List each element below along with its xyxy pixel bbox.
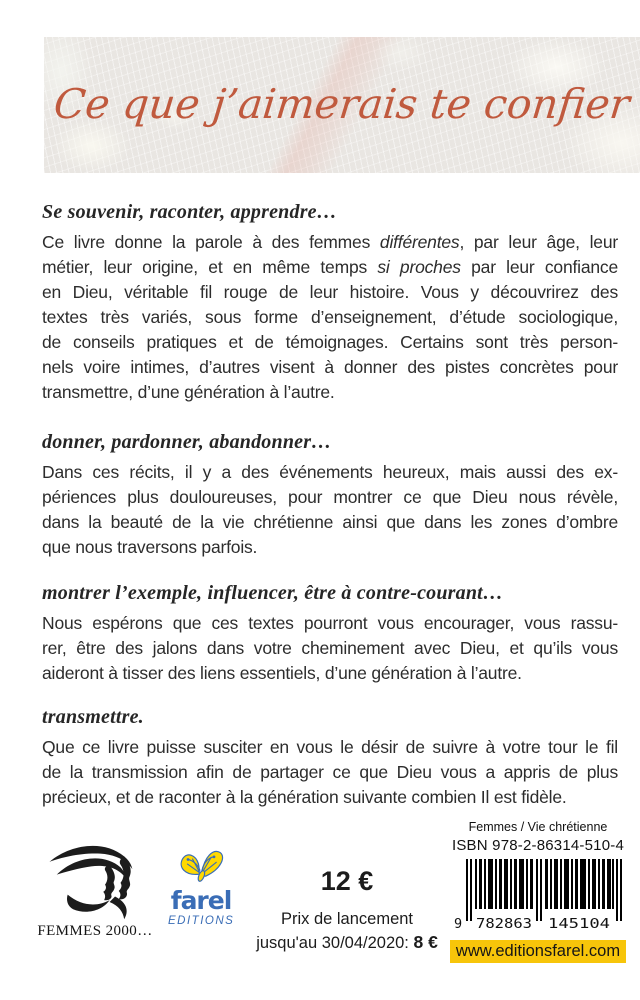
farel-editions-label: EDITIONS bbox=[168, 915, 235, 927]
femmes2000-logo bbox=[36, 840, 154, 940]
category-label: Femmes / Vie chrétienne bbox=[468, 820, 608, 834]
text-line: précieux, et de raconter à la génération suivante combien Il est fidèle. bbox=[42, 787, 567, 807]
farel-editions-logo bbox=[168, 846, 234, 927]
promo-deadline: jusqu'au 30/04/2020: 8 € bbox=[256, 932, 438, 952]
section-body bbox=[42, 611, 618, 686]
text-line: nels voire intimes, d’autres visent à donner des pistes concrètes pour bbox=[42, 357, 618, 377]
text-line: Ce livre donne la parole à des femmes différentes, par leur âge, leur bbox=[42, 232, 618, 252]
section-heading: Se souvenir, raconter, apprendre… bbox=[42, 201, 337, 223]
publisher-website: www.editionsfarel.com bbox=[450, 940, 626, 963]
two-women-profiles-icon bbox=[43, 840, 147, 922]
cover-title: Ce que j’aimerais te confier bbox=[51, 80, 633, 128]
blurb-section-2 bbox=[42, 430, 618, 560]
section-body bbox=[42, 230, 618, 405]
text-line: textes très variés, sous forme d’enseignement, d’étude sociologique, bbox=[42, 307, 618, 327]
text-line: que nous traversons parfois. bbox=[42, 537, 258, 557]
text-line: Nous espérons que ces textes pourront vous encourager, vous rassu- bbox=[42, 613, 618, 633]
barcode-digit-lead: 9 bbox=[454, 916, 463, 931]
isbn-block bbox=[450, 820, 626, 963]
header-banner bbox=[44, 37, 640, 173]
text-line: métier, leur origine, et en même temps si proches par leur confiance bbox=[42, 257, 618, 277]
text-line: périences plus douloureuses, pour montrer ce que Dieu nous révèle, bbox=[42, 487, 618, 507]
section-heading: montrer l’exemple, influencer, être à contre-courant… bbox=[42, 582, 504, 604]
text-line: transmettre, d’une génération à l’autre. bbox=[42, 382, 335, 402]
price-block bbox=[252, 866, 442, 953]
text-line: Que ce livre puisse susciter en vous le désir de suivre à votre tour le fil bbox=[42, 737, 618, 757]
section-body bbox=[42, 460, 618, 560]
promo-label: Prix de lancement bbox=[280, 910, 414, 928]
text-line: dans la beauté de la vie chrétienne ainsi que dans les zones d’ombre bbox=[42, 512, 618, 532]
promo-price: 8 € bbox=[413, 932, 438, 952]
farel-wordmark: farel bbox=[170, 886, 232, 915]
text-line: de la transmission afin de partager ce que Dieu vous a appris de plus bbox=[42, 762, 618, 782]
text-line: de conseils pratiques et de témoignages. Certains sont très person- bbox=[42, 332, 618, 352]
barcode bbox=[452, 859, 624, 931]
blurb-section-4 bbox=[42, 705, 618, 810]
isbn-number: ISBN 978-2-86314-510-4 bbox=[451, 837, 624, 854]
section-heading: donner, pardonner, abandonner… bbox=[42, 431, 332, 453]
price-current: 12 € bbox=[320, 866, 374, 896]
blurb-section-3 bbox=[42, 581, 618, 686]
blurb-section-1 bbox=[42, 200, 618, 405]
barcode-digits-group1: 782863 bbox=[476, 916, 532, 931]
section-heading: transmettre. bbox=[42, 706, 144, 728]
barcode-digits-group2: 145104 bbox=[548, 916, 610, 931]
text-line: aideront à tisser des liens essentiels, d’une génération à l’autre. bbox=[42, 663, 522, 683]
femmes2000-label: FEMMES 2000… bbox=[37, 923, 153, 939]
section-body bbox=[42, 735, 618, 810]
text-line: rer, être des jalons dans votre cheminement avec Dieu, et qu’ils vous bbox=[42, 638, 618, 658]
text-line: Dans ces récits, il y a des événements heureux, mais aussi des ex- bbox=[42, 462, 618, 482]
text-line: en Dieu, véritable fil rouge de leur histoire. Vous y découvrirez des bbox=[42, 282, 618, 302]
